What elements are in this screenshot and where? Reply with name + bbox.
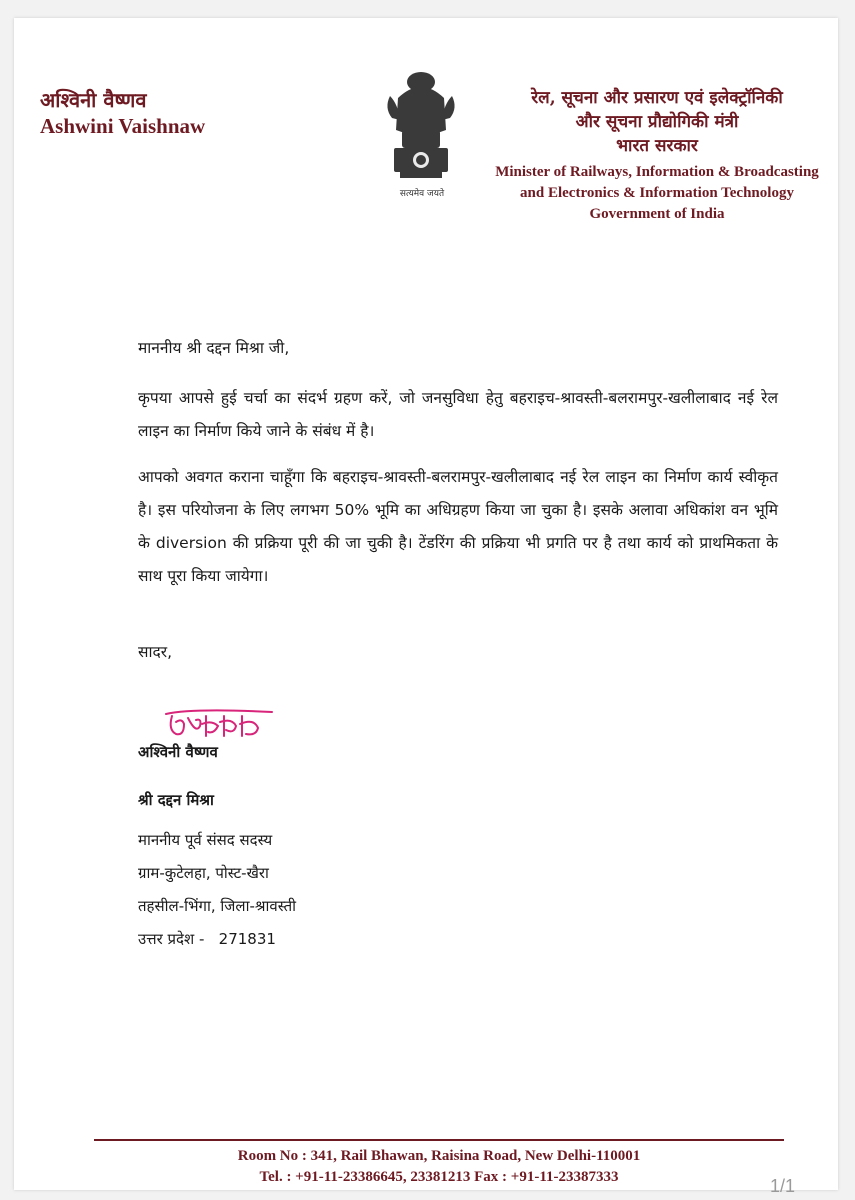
designation-english-line-2: and Electronics & Information Technology [520, 185, 794, 201]
emblem-motto: सत्यमेव जयते [399, 189, 445, 199]
recipient-address-line-1: माननीय पूर्व संसद सदस्य [138, 831, 273, 849]
footer-divider [94, 1139, 784, 1141]
minister-designation [492, 86, 822, 225]
office-phone: Tel. : +91-11-23386645, 23381213 Fax : +91-11-23387333 [259, 1169, 619, 1185]
minister-name-hindi: अश्विनी वैष्णव [40, 88, 147, 112]
recipient-address-line-4: उत्तर प्रदेश - 271831 [138, 930, 276, 948]
designation-hindi-line-3: भारत सरकार [616, 136, 698, 156]
page-indicator: 1/1 [770, 1176, 796, 1196]
paragraph-2: आपको अवगत कराना चाहूँगा कि बहराइच-श्रावस्ती-बलरामपुर-खलीलाबाद नई रेल लाइन का निर्माण कार्य स्वीकृत है। इस परियोजना के लिए लगभग 50% भूमि का अधिग्रहण किया जा चुका है। इसके अलावा अधिकांश वन भूमि के diversion की प्रक्रिया पूरी की जा चुकी है। टेंडरिंग की प्रक्रिया भी प्रगति पर है तथा कार्य को प्राथमिकता के साथ पूरा किया जायेगा। [138, 468, 778, 585]
salutation: माननीय श्री दद्दन मिश्रा जी, [138, 339, 290, 357]
minister-name-english: Ashwini Vaishnaw [40, 114, 206, 138]
designation-hindi-line-2: और सूचना प्रौद्योगिकी मंत्री [575, 112, 739, 132]
designation-english-line-3: Government of India [589, 206, 725, 222]
recipient-name: श्री दद्दन मिश्रा [138, 791, 214, 809]
designation-hindi-line-1: रेल, सूचना और प्रसारण एवं इलेक्ट्रॉनिकी [531, 88, 783, 108]
handwritten-signature [162, 704, 282, 746]
office-address: Room No : 341, Rail Bhawan, Raisina Road, New Delhi-110001 [237, 1148, 641, 1164]
letter-page [14, 18, 838, 1190]
designation-english-line-1: Minister of Railways, Information & Broadcasting [495, 164, 819, 180]
signatory-name: अश्विनी वैष्णव [138, 743, 218, 761]
paragraph-1: कृपया आपसे हुई चर्चा का संदर्भ ग्रहण करें, जो जनसुविधा हेतु बहराइच-श्रावस्ती-बलरामपुर-खलीलाबाद नई रेल लाइन का निर्माण किये जाने के संबंध में है। [138, 389, 778, 440]
office-footer [94, 1146, 784, 1188]
recipient-address [138, 790, 638, 956]
closing: सादर, [138, 643, 172, 661]
recipient-address-line-3: तहसील-भिंगा, जिला-श्रावस्ती [138, 897, 297, 915]
recipient-address-line-2: ग्राम-कुटेलहा, पोस्ट-खैरा [138, 864, 269, 882]
